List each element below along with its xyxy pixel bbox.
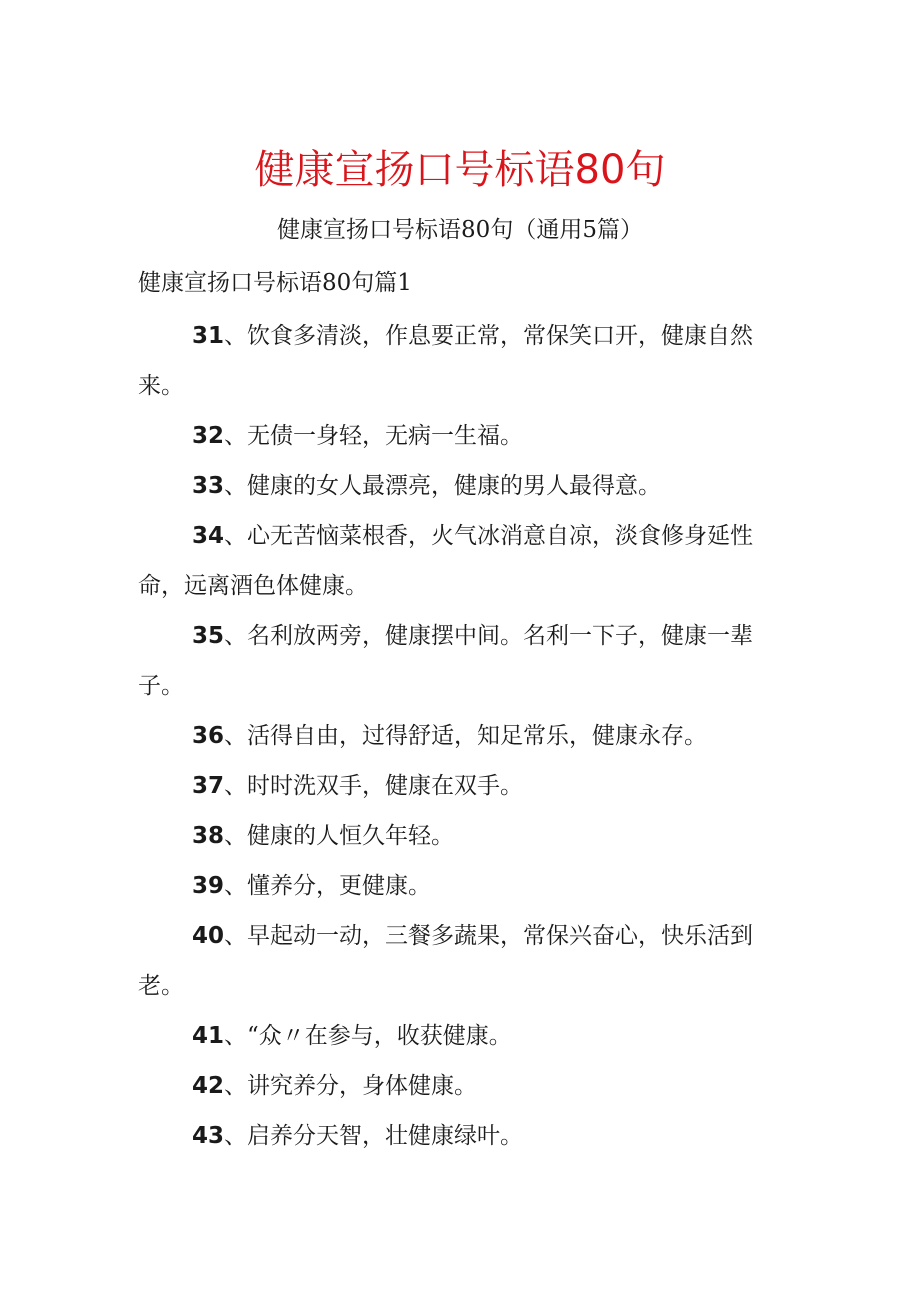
item-text: 、心无苦恼菜根香，火气冰消意自凉，淡食修身延性命，远离酒色体健康。: [138, 523, 754, 599]
item-number: 37: [192, 773, 225, 799]
item-number: 38: [192, 823, 225, 849]
list-item: [138, 1011, 788, 1061]
item-number: 42: [192, 1073, 225, 1099]
item-text: 、活得自由，过得舒适，知足常乐，健康永存。: [224, 723, 708, 749]
item-text: 、讲究养分，身体健康。: [224, 1073, 478, 1099]
item-text: 、名利放两旁，健康摆中间。名利一下子，健康一辈子。: [138, 623, 754, 699]
item-number: 39: [192, 873, 225, 899]
item-number: 34: [192, 523, 225, 549]
item-text: 、“众〃在参与，收获健康。: [224, 1023, 512, 1049]
item-text: 、无债一身轻，无病一生福。: [224, 423, 524, 449]
item-text: 、早起动一动，三餐多蔬果，常保兴奋心，快乐活到老。: [138, 923, 754, 999]
item-number: 32: [192, 423, 225, 449]
item-text: 、时时洗双手，健康在双手。: [224, 773, 524, 799]
item-text: 、健康的人恒久年轻。: [224, 823, 455, 849]
list-item: [138, 811, 788, 861]
item-number: 33: [192, 473, 225, 499]
item-number: 31: [192, 323, 225, 349]
list-item: [138, 861, 788, 911]
list-item: [138, 461, 788, 511]
item-text: 、健康的女人最漂亮，健康的男人最得意。: [224, 473, 662, 499]
item-text: 、饮食多清淡，作息要正常，常保笑口开，健康自然来。: [138, 323, 754, 399]
list-item: [138, 611, 788, 711]
item-number: 40: [192, 923, 225, 949]
list-item: [138, 761, 788, 811]
slogan-list: [138, 311, 788, 1161]
document-subtitle: 健康宣扬口号标语80句（通用5篇）: [277, 217, 643, 243]
item-number: 41: [192, 1023, 225, 1049]
list-item: [138, 1061, 788, 1111]
item-number: 43: [192, 1123, 225, 1149]
item-text: 、懂养分，更健康。: [224, 873, 432, 899]
list-item: [138, 511, 788, 611]
section-heading: 健康宣扬口号标语80句篇1: [138, 270, 412, 296]
document-title: 健康宣扬口号标语80句: [254, 147, 666, 193]
item-number: 36: [192, 723, 225, 749]
list-item: [138, 411, 788, 461]
list-item: [138, 1111, 788, 1161]
list-item: [138, 311, 788, 411]
item-number: 35: [192, 623, 225, 649]
list-item: [138, 911, 788, 1011]
list-item: [138, 711, 788, 761]
item-text: 、启养分天智，壮健康绿叶。: [224, 1123, 524, 1149]
